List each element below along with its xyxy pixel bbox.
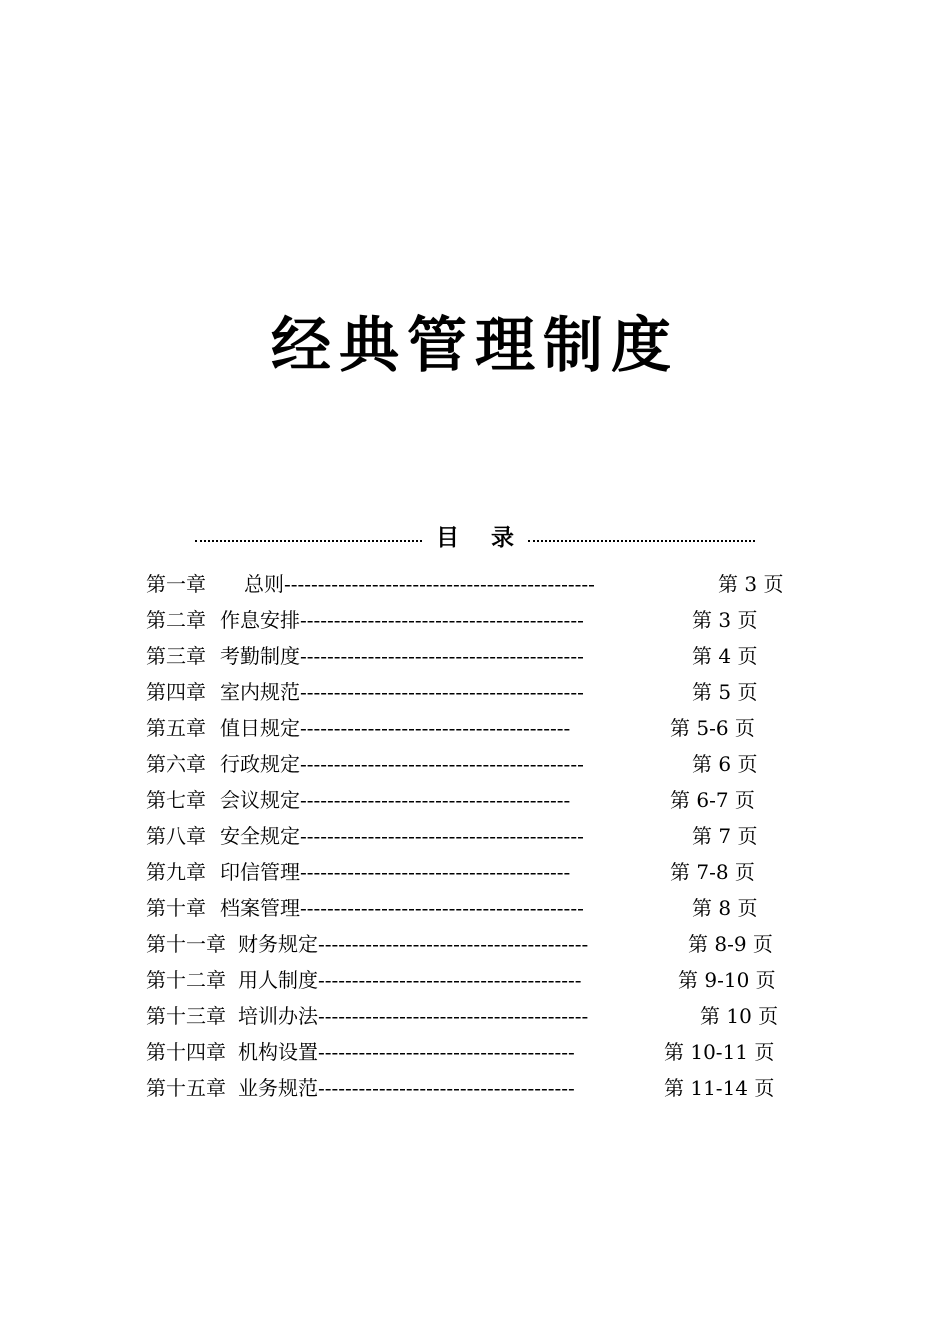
toc-leader: ------------------------------------------ <box>300 824 584 848</box>
toc-page: 第 5-6 页 <box>670 716 755 740</box>
toc-list <box>146 566 783 1106</box>
toc-heading-dots-right <box>528 540 755 542</box>
toc-chapter: 第九章 <box>146 860 206 884</box>
toc-chapter: 第十四章 <box>146 1040 226 1064</box>
toc-leader: ---------------------------------------------- <box>284 572 595 596</box>
toc-chapter: 第十二章 <box>146 968 226 992</box>
document-title: 经典管理制度 <box>271 311 679 381</box>
toc-leader: --------------------------------------- <box>318 968 582 992</box>
toc-chapter: 第十章 <box>146 896 206 920</box>
toc-leader: ---------------------------------------- <box>300 860 571 884</box>
toc-leader: ---------------------------------------- <box>318 1004 589 1028</box>
toc-page: 第 4 页 <box>692 644 758 668</box>
toc-entry[interactable] <box>146 674 783 710</box>
toc-chapter: 第十五章 <box>146 1076 226 1100</box>
toc-chapter-name: 档案管理 <box>220 896 300 920</box>
toc-leader: ------------------------------------------ <box>300 608 584 632</box>
toc-entry[interactable] <box>146 1034 783 1070</box>
toc-page: 第 10 页 <box>700 1004 779 1028</box>
toc-chapter-name: 总则 <box>244 572 284 596</box>
toc-chapter-name: 会议规定 <box>220 788 300 812</box>
toc-chapter-name: 业务规范 <box>238 1076 318 1100</box>
toc-page: 第 3 页 <box>718 572 784 596</box>
toc-chapter: 第十三章 <box>146 1004 226 1028</box>
toc-entry[interactable] <box>146 818 783 854</box>
toc-chapter: 第三章 <box>146 644 206 668</box>
toc-page: 第 6 页 <box>692 752 758 776</box>
toc-leader: ------------------------------------------ <box>300 644 584 668</box>
toc-entry[interactable] <box>146 638 783 674</box>
toc-page: 第 10-11 页 <box>664 1040 775 1064</box>
toc-leader: ---------------------------------------- <box>300 716 571 740</box>
toc-leader: ------------------------------------------ <box>300 680 584 704</box>
toc-chapter-name: 印信管理 <box>220 860 300 884</box>
toc-leader: ---------------------------------------- <box>318 932 589 956</box>
toc-chapter-name: 财务规定 <box>238 932 318 956</box>
toc-page: 第 11-14 页 <box>664 1076 775 1100</box>
toc-chapter: 第五章 <box>146 716 206 740</box>
toc-entry[interactable] <box>146 926 783 962</box>
toc-leader: -------------------------------------- <box>318 1040 575 1064</box>
toc-page: 第 5 页 <box>692 680 758 704</box>
toc-chapter-name: 行政规定 <box>220 752 300 776</box>
toc-page: 第 6-7 页 <box>670 788 755 812</box>
toc-chapter-name: 考勤制度 <box>220 644 300 668</box>
toc-chapter: 第六章 <box>146 752 206 776</box>
toc-chapter: 第十一章 <box>146 932 226 956</box>
toc-title: 目 录 <box>436 524 527 551</box>
toc-chapter: 第二章 <box>146 608 206 632</box>
toc-page: 第 8 页 <box>692 896 758 920</box>
toc-entry[interactable] <box>146 602 783 638</box>
toc-heading-dots-left <box>195 540 422 542</box>
toc-page: 第 8-9 页 <box>688 932 773 956</box>
toc-page: 第 7-8 页 <box>670 860 755 884</box>
toc-chapter: 第四章 <box>146 680 206 704</box>
toc-page: 第 3 页 <box>692 608 758 632</box>
toc-leader: ------------------------------------------ <box>300 896 584 920</box>
toc-chapter: 第八章 <box>146 824 206 848</box>
toc-leader: -------------------------------------- <box>318 1076 575 1100</box>
toc-entry[interactable] <box>146 782 783 818</box>
toc-chapter-name: 室内规范 <box>220 680 300 704</box>
toc-chapter-name: 用人制度 <box>238 968 318 992</box>
toc-leader: ------------------------------------------ <box>300 752 584 776</box>
toc-entry[interactable] <box>146 998 783 1034</box>
toc-chapter-name: 机构设置 <box>238 1040 318 1064</box>
toc-chapter: 第一章 <box>146 572 206 596</box>
toc-chapter-name: 作息安排 <box>220 608 300 632</box>
toc-chapter-name: 值日规定 <box>220 716 300 740</box>
toc-entry[interactable] <box>146 746 783 782</box>
toc-chapter-name: 安全规定 <box>220 824 300 848</box>
toc-entry[interactable] <box>146 962 783 998</box>
toc-chapter: 第七章 <box>146 788 206 812</box>
toc-entry[interactable] <box>146 890 783 926</box>
toc-chapter-name: 培训办法 <box>238 1004 318 1028</box>
toc-page: 第 9-10 页 <box>678 968 776 992</box>
toc-entry[interactable] <box>146 566 783 602</box>
toc-entry[interactable] <box>146 1070 783 1106</box>
toc-entry[interactable] <box>146 854 783 890</box>
toc-entry[interactable] <box>146 710 783 746</box>
toc-heading <box>195 516 755 554</box>
toc-leader: ---------------------------------------- <box>300 788 571 812</box>
toc-page: 第 7 页 <box>692 824 758 848</box>
